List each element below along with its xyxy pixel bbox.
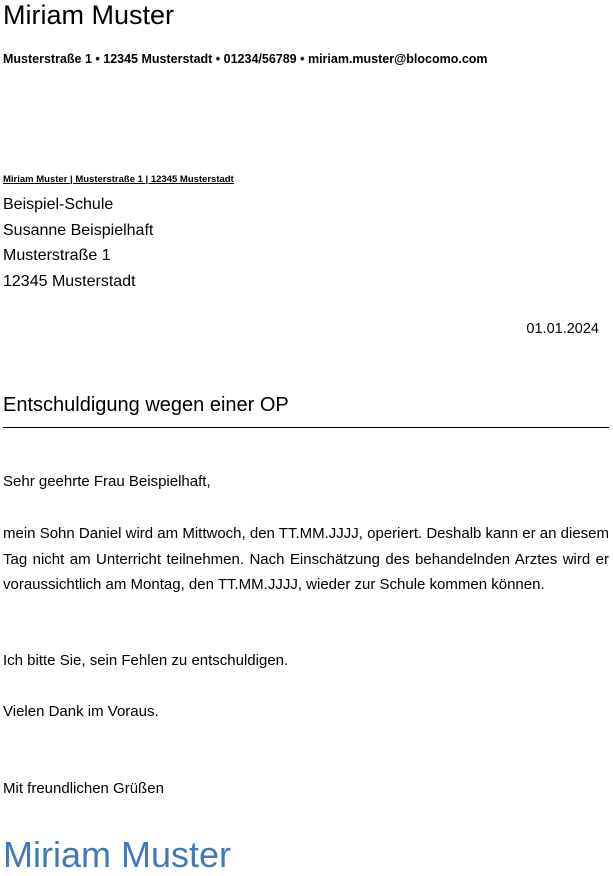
- sender-name: Miriam Muster: [3, 0, 175, 30]
- return-address-line: Miriam Muster | Musterstraße 1 | 12345 Musterstadt: [3, 174, 234, 185]
- recipient-line-institution: Beispiel-Schule: [3, 196, 114, 213]
- recipient-line-person: Susanne Beispielhaft: [3, 221, 154, 239]
- recipient-address: [3, 192, 153, 294]
- body-paragraph-request: Ich bitte Sie, sein Fehlen zu entschuldigen.: [3, 652, 289, 669]
- body-paragraph-main: mein Sohn Daniel wird am Mittwoch, den TT.MM.JJJJ, operiert. Deshalb kann er an diesem Tag nicht am Unterricht teilnehmen. Nach Einschätzung des behandelnden Arztes wird er voraussichtlich am Montag, den TT.MM.JJJJ, wieder zur Schule kommen können.: [3, 525, 609, 593]
- subject-divider: [3, 427, 609, 428]
- recipient-line-city: 12345 Musterstadt: [3, 272, 136, 290]
- closing-phrase: Mit freundlichen Grüßen: [3, 780, 164, 797]
- body-paragraph-thanks: Vielen Dank im Voraus.: [3, 703, 159, 720]
- salutation: Sehr geehrte Frau Beispielhaft,: [3, 473, 211, 490]
- recipient-line-street: Musterstraße 1: [3, 247, 111, 264]
- sender-contact-line: Musterstraße 1 • 12345 Musterstadt • 01234/56789 • miriam.muster@blocomo.com: [3, 52, 488, 66]
- signature: Miriam Muster: [3, 834, 232, 875]
- letter-date: 01.01.2024: [526, 321, 599, 337]
- letter-subject: Entschuldigung wegen einer OP: [3, 394, 289, 416]
